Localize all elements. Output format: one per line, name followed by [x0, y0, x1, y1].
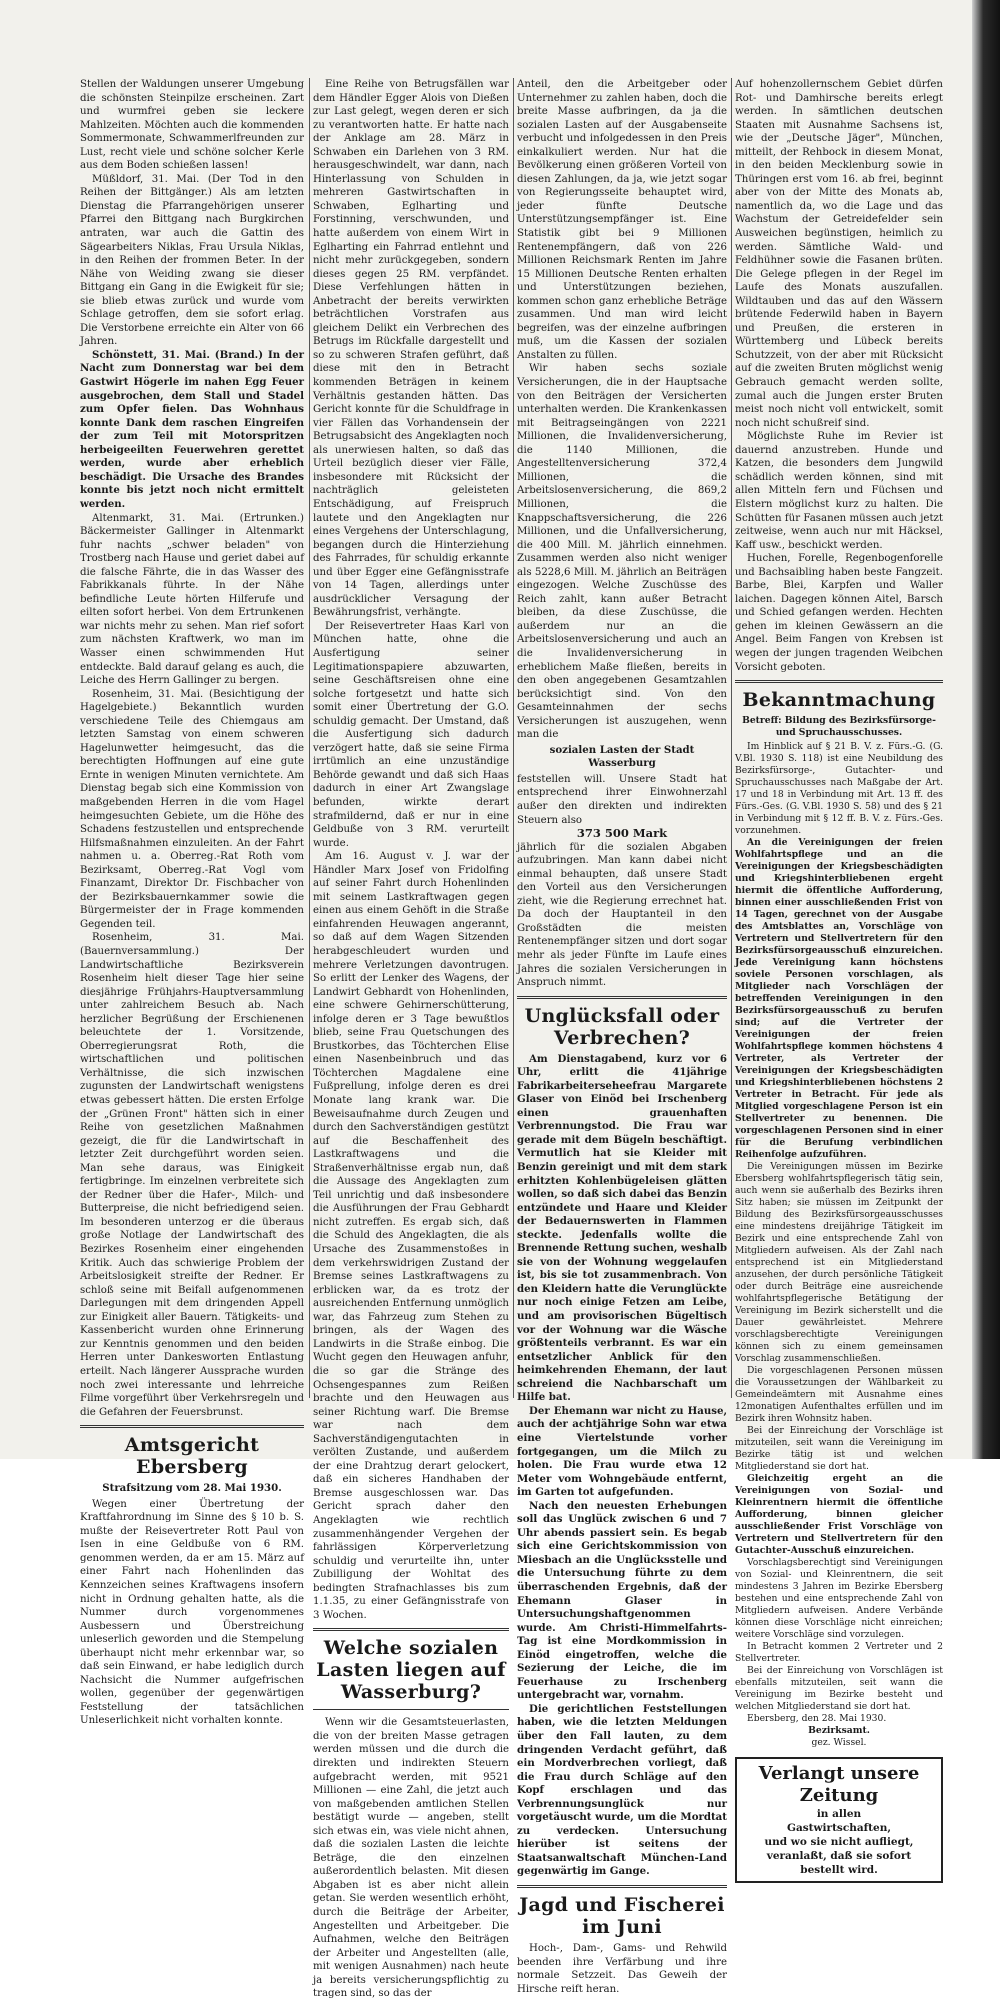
- headline-jagd: Jagd und Fischerei im Juni: [519, 1894, 725, 1938]
- article-jagd-cont: Auf hohenzollernschem Gebiet dürfen Rot- und Damhirsche bereits erlegt werden. In sämtlichen deutschen Staaten mit Ausnahme Sachsens ist, wie der „Deutsche Jäger", München, mitteilt, der Rehbock in diesem Monat, in den beiden Mecklenburg sowie in Thüringen erst vom 16. ab frei, beginnt aber von der Mitte des Monats ab, namentlich da, wo die Lage und das Wachstum der Getreidefelder sein Ausweichen begünstigen, heimlich zu werden. Sämtliche Wald- und Feldhühner sowie die Fasanen brüten. Die Gelege pflegen in der Regel im Laufe des Monats auszufallen. Wildtauben und das auf den Wässern brütende Federwild haben in Bayern und Preußen, die ersteren in Württemberg und Lübeck bereits Schutzzeit, von der aber mit Rücksicht auf die zweiten Bruten möglichst wenig Gebrauch gemacht werden sollte, zumal auch die Jungen erster Bruten meist noch nicht voll entwickelt, somit noch nicht schußreif sind.: [735, 79, 943, 429]
- article-glaser-1: Am Dienstagabend, kurz vor 6 Uhr, erlitt die 41jährige Fabrikarbeiterseheefrau Margarete Glaser von Einöd bei Irschenberg einen grauenhaften Verbrennungstod. Die Frau war gerade mit dem Bügeln beschäftigt. Vermutlich hat sie Kleider mit Benzin gereinigt und mit dem stark erhitzten Kohlenbügeleisen glätten wollen, so daß sich dabei das Benzin entzündete und Haare und Kleider der Bedauernswerten in Flammen steckte. Jedenfalls wollte die Brennende Rettung suchen, weshalb sie von der Wohnung weggelaufen ist, bis sie tot zusammenbrach. Von den Kleidern hatte die Verunglückte nur noch einige Fetzen am Leibe, und am provisorischen Bügeltisch vor der Wohnung war die Wäsche größtenteils verbrannt. Es war ein entsetzlicher Anblick für den heimkehrenden Ehemann, der laut schreiend die Nachbarschaft um Hilfe bat.: [517, 1052, 727, 1404]
- article-social-insurances: Wir haben sechs soziale Versicherungen, die in der Hauptsache von den Beiträgen der Versicherten unterhalten werden. Die Krankenkassen mit Beitragseingängen von 2221 Millionen, die Invalidenversicherung, die 1140 Millionen, die Angestelltenversicherung 372,4 Millionen, die Arbeitslosenversicherung, die 869,2 Millionen, die Knappschaftsversicherung, die 226 Millionen, und die Unfallversicherung, die 400 Mill. M. jährlich einnehmen. Zusammen werden also nicht weniger als 5228,6 Mill. M. jährlich an Beiträgen eingezogen. Welche Zuschüsse des Reich zahlt, kann außer Betracht bleiben, da diese Zuschüsse, die außerdem nur an die Arbeitslosenversicherung und auch an die Invalidenversicherung in erheblichem Maße fließen, bereits in den oben angegebenen Gesamtzahlen berücksichtigt sind. Von den Gesamteinnahmen der sechs Versicherungen ist auszugehen, wenn man die: [517, 363, 727, 741]
- notice-para-8: In Betracht kommen 2 Vertreter und 2 Stellvertreter.: [735, 1641, 943, 1665]
- ad-line-2: Gastwirtschaften,: [786, 1822, 892, 1835]
- column-separator: [513, 78, 514, 1398]
- notice-para-7: Vorschlagsberechtigt sind Vereinigungen von Sozial- und Kleinrentnern, die seit mindestens 3 Jahren im Bezirke Ebersberg bestehen und eine entsprechende Zahl von Mitgliedern aufweisen. Andere Verbände können diese Vorschläge nicht einreichen; weitere Vorschläge sind vorzulegen.: [735, 1557, 943, 1641]
- article-court-marx: Am 16. August v. J. war der Händler Marx Josef von Fridolfing auf seiner Fahrt durch Hohenlinden mit seinem Lastkraftwagen gegen einen aus einem Gehöft in die Straße einfahrenden Heuwagen angerannt, so daß auf dem Wagen Sitzenden herabgeschleudert wurden und mehrere Verletzungen davontrugen. So erlitt der Lenker des Wagens, der Landwirt Gebhardt von Hohenlinden, eine schwere Gehirnerschütterung, infolge deren er 3 Tage bewußtlos blieb, seine Frau Quetschungen des Brustkorbes, das Töchterchen Elise einen Nasenbeinbruch und das Töchterchen Magdalene eine Fußprellung, infolge deren es drei Monate lang krank war. Die Beweisaufnahme durch Zeugen und durch den Sachverständigen gestützt auf die Beschaffenheit des Lastkraftwagens und die Straßenverhältnisse ergab nun, daß die Aussage des Angeklagten zum Teil unrichtig und daß insbesondere die Ausführungen der Frau Gebhardt nicht zutreffen. Es ergab sich, daß die Schuld des Angeklagten, die als Ursache des Zusammenstoßes in dem verkehrswidrigen Zustand der Bremse seines Lastkraftwagens zu erblicken war, da es trotz der ausreichenden Entfernung unmöglich war, das Fahrzeug zum Stehen zu bringen, als der Wagen des Landwirts in die Straße einbog. Die Wucht gegen den Heuwagen anfuhr, die so gar die Stränge des Ochsengespannes zum Reißen brachte und den Heuwagen aus seiner Richtung warf. Die Bremse war nach dem Sachverständigengutachten in verölten Zustande, und außerdem der eine Drahtzug derart gelockert, daß ein sicheres Handhaben der Bremse ausgeschlossen war. Das Gericht sprach daher den Angeklagten wie rechtlich zusammenhängender Vergehen der fahrlässigen Körperverletzung schuldig und verurteilte ihn, unter Zubilligung der Wohltat des bedingten Strafnachlasses bis zum 1.1.35, zu einer Gefängnisstrafe von 3 Wochen.: [313, 851, 509, 1621]
- article-court-egger: Eine Reihe von Betrugsfällen war dem Händler Egger Alois von Dießen zur Last gelegt, wegen deren er sich zu verantworten hatte. Er hatte nach der Anklage am 28. März in Schwaben ein Darlehen von 3 RM. herausgeschwindelt, war dann, nach Hinterlassung von Schulden in mehreren Gastwirtschaften in Schwaben, Eglharting und Forstinning, verschwunden, und hatte außerdem von einem Wirt in Eglharting ein Fahrrad entlehnt und nicht mehr zurückgegeben, sondern dieses gegen 25 RM. verpfändet. Diese Verfehlungen hätten in Anbetracht der bereits verwirkten beträchtlichen Vorstrafen aus gleichem Delikt ein Verbrechen des Betrugs im Rückfalle dargestellt und so zu schweren Strafen geführt, daß diese mit den in Betracht kommenden Beträgen in keinem Verhältnis gestanden hätten. Das Gericht konnte für die Schuldfrage in vier Fällen das Vorhandensein der Betrugsabsicht des Angeklagten noch als unerwiesen halten, so daß das Urteil bezüglich dieser vier Fälle, insbesondere mit Rücksicht der nachträglich geleisteten Entschädigung, auf Freispruch lautete und den Angeklagten nur eines Vergehens der Unterschlagung, begangen durch die Hinterziehung des Fahrrades, für schuldig erkannte und über Egger eine Gefängnisstrafe von 14 Tagen, allerdings unter ausdrücklicher Versagung der Bewährungsfrist, verhängte.: [313, 79, 509, 619]
- section-divider: [517, 996, 727, 999]
- column-separator: [731, 78, 732, 1398]
- notice-para-9: Bei der Einreichung von Vorschlägen ist ebenfalls mitzuteilen, seit wann die Vereinigung im Bezirke besteht und welchen Mitgliederstand sie dort hat.: [735, 1665, 943, 1713]
- notice-para-2: An die Vereinigungen der freien Wohlfahrtspflege und an die Vereinigungen der Kriegsbeschädigten und Kriegshinterbliebenen ergeht hiermit die öffentliche Aufforderung, binnen einer ausschließenden Frist von 14 Tagen, gerechnet von der Ausgabe des Amtsblattes an, Vorschläge von Vertretern und Stellvertretern für den Bezirksfürsorgeausschuß einzureichen. Jede Vereinigung kann höchstens soviele Personen vorschlagen, als Mitglieder nach Vorschlägen der betreffenden Vereinigungen in den Bezirksfürsorgeausschuß zu berufen sind; auf die Vertreter der Vereinigungen der freien Wohlfahrtspflege kommen höchstens 4 Vertreter, als Vertreter der Vereinigungen der Kriegsbeschädigten und Kriegshinterbliebenen höchstens 2 Vertreter in Betracht. Für jede als Mitglied vorgeschlagene Person ist ein Stellvertreter zu benennen. Die vorgeschlagenen Personen sind in einer für die Berufung verbindlichen Reihenfolge aufzuführen.: [735, 837, 943, 1161]
- section-divider: [313, 1628, 509, 1631]
- notice-para-4: Die vorgeschlagenen Personen müssen die Voraussetzungen der Wählbarkeit zu Gemeindeämtern mit Ausnahme eines 12monatigen Aufenthaltes erfüllen und im Bezirk ihren Wohnsitz haben.: [735, 1365, 943, 1425]
- notice-sign-name: gez. Wissel.: [811, 1737, 867, 1749]
- article-jagd-start: Hoch-, Dam-, Gams- und Rehwild beenden ihre Verfärbung und ihre normale Setzzeit. Das Geweih der Hirsche reift heran.: [517, 1943, 727, 1995]
- headline-rule: [313, 1709, 509, 1710]
- notice-para-3: Die Vereinigungen müssen im Bezirke Ebersberg wohlfahrtspflegerisch tätig sein, auch wenn sie außerhalb des Bezirks ihren Sitz haben; sie müssen im Zeitpunkt der Bildung des Bezirksfürsorgeausschusses eine mindestens dreijährige Tätigkeit im Bezirk und eine entsprechende Zahl von Mitgliedern aufweisen. Als der Zahl nach entsprechend ist ein Mitgliederstand anzusehen, der durch persönliche Tätigkeit oder durch Beiträge eine ausreichende wohlfahrtspflegerische Betätigung der Vereinigung im Bezirk sicherstellt und die Dauer gewährleistet. Mehrere vorschlagsberechtigte Vereinigungen können sich zu einem gemeinsamen Vorschlag zusammenschließen.: [735, 1161, 943, 1365]
- headline-amtsgericht: Amtsgericht Ebersberg: [124, 1434, 260, 1479]
- amount-mark: 373 500 Mark: [576, 826, 668, 841]
- article-mushrooms-end: Stellen der Waldungen unserer Umgebung die schönsten Steinpilze erscheinen. Zart und wurmfrei geben sie leckere Mahlzeiten. Möchten auch die kommenden Sommermonate, Schwammerlfreunden zur Lust, recht viele und schöne solcher Kerle aus dem Boden schießen lassen!: [80, 79, 304, 172]
- article-glaser-4: Die gerichtlichen Feststellungen haben, wie die letzten Meldungen über den Fall lauten, zu dem dringenden Verdacht geführt, daß ein Mordverbrechen vorliegt, daß die Frau durch Schläge auf den Kopf erschlagen und das Verbrennungsunglück nur vorgetäuscht wurde, um die Mordtat zu verdecken. Untersuchung hierüber ist seitens der Staatsanwaltschaft München-Land gegenwärtig im Gange.: [517, 1702, 727, 1878]
- headline-bekanntmachung: Bekanntmachung: [742, 689, 936, 712]
- article-glaser-3: Nach den neuesten Erhebungen soll das Unglück zwischen 6 und 7 Uhr abends passiert sein. Es begab sich eine Gerichtskommission von Miesbach an die Unglücksstelle und die Untersuchung führte zu dem überraschenden Ergebnis, daß der Ehemann Glaser in Untersuchungshaftgenommen wurde. Am Christi-Himmelfahrts-Tag ist eine Mordkommission in Einöd eingetroffen, welche die Sezierung der Leiche, die im Feuerhause zu Irschenberg untergebracht war, vornahm.: [517, 1499, 727, 1702]
- ad-line-1: in allen: [816, 1808, 862, 1821]
- notice-sign-office: Bezirksamt.: [808, 1725, 870, 1737]
- section-divider: [517, 1885, 727, 1888]
- article-glaser-2: Der Ehemann war nicht zu Hause, auch der achtjährige Sohn war etwa eine Viertelstunde vorher fortgegangen, um die Milch zu holen. Die Frau wurde etwa 12 Meter vom Wohngebäude entfernt, im Garten tot aufgefunden.: [517, 1404, 727, 1499]
- article-social-burden-cont: Anteil, den die Arbeitgeber oder Unternehmer zu zahlen haben, doch die breite Masse aufbringen, da ja die sozialen Lasten auf der Ausgabenseite verbucht und infolgedessen in den Preis einkalkuliert werden. Nur hat die Bevölkerung einen größeren Vorteil von diesen Zahlungen, da ja, wie jetzt sogar von Regierungsseite behauptet wird, jeder fünfte Deutsche Unterstützungsempfänger ist. Eine Statistik gibt bei 9 Millionen Rentenempfängern, daß von 226 Millionen Reichsmark Renten im Jahre 15 Millionen Deutsche Renten erhalten und Unterstützungen beziehen, kommen schon ganz erhebliche Beträge zusammen. Und man wird leicht begreifen, was der einzelne aufbringen muß, um die Kassen der sozialen Anstalten zu füllen.: [517, 79, 727, 361]
- article-altenmarkt: Altenmarkt, 31. Mai. (Ertrunken.) Bäckermeister Gallinger in Altenmarkt fuhr nachts „schwer beladen" von Trostberg nach Hause und geriet dabei auf die falsche Fährte, die in das Wasser des Fabrikkanals führte. In der Nähe befindliche Leute hörten Hilferufe und eilten sofort herbei. Von dem Ertrunkenen war nichts mehr zu sehen. Man rief sofort zum nächsten Kraftwerk, wo man im Wasser einen schwimmenden Hut entdeckte. Bald darauf gelang es auch, die Leiche des Herrn Gallinger zu bergen.: [80, 512, 304, 687]
- ad-line-4: veranlaßt, daß sie sofort bestellt wird.: [766, 1850, 912, 1877]
- subscription-ad: [735, 1757, 943, 1883]
- article-wasserburg-end: jährlich für die sozialen Abgaben aufzubringen. Man kann dabei nicht einmal behaupten, daß unsere Stadt den Vorteil aus den Versicherungen zieht, wie die Regierung errechnet hat. Da doch der Hauptanteil in den Großstädten die meisten Rentenempfänger sitzen und dort sogar mehr als jeder Fünfte im Laufe eines Jahres die sozialen Versicherungen in Anspruch nimmt.: [517, 841, 727, 989]
- ad-line-3: und wo sie nicht aufliegt,: [764, 1836, 914, 1849]
- column-1: [80, 78, 304, 1727]
- section-divider: [735, 680, 943, 683]
- column-4: [735, 78, 943, 1877]
- article-schoenstett-fire: Schönstett, 31. Mai. (Brand.) In der Nacht zum Donnerstag war bei dem Gastwirt Högerle im nahen Egg Feuer ausgebrochen, dem Stall und Stadel zum Opfer fielen. Das Wohnhaus konnte Dank dem raschen Eingreifen der zum Teil mit Motorspritzen herbeigeeilten Feuerwehren gerettet werden, wurde aber erheblich beschädigt. Die Ursache des Brandes konnte bis jetzt noch nicht ermittelt werden.: [80, 348, 304, 510]
- subhead-strafsitzung: Strafsitzung vom 28. Mai 1930.: [102, 1482, 282, 1495]
- subhead-betreff: Betreff: Bildung des Bezirksfürsorge- und Spruchausschusses.: [742, 715, 936, 739]
- ad-title: Verlangt unsere Zeitung: [758, 1763, 920, 1807]
- article-wasserburg-share: feststellen will. Unsere Stadt hat entsprechend ihrer Einwohnerzahl außer den direkten und indirekten Steuern also: [517, 773, 727, 826]
- column-2: [313, 78, 509, 2000]
- notice-sign-place: Ebersberg, den 28. Mai 1930.: [747, 1713, 887, 1725]
- notice-para-6: Gleichzeitig ergeht an die Vereinigungen von Sozial- und Kleinrentnern hiermit die öffentliche Aufforderung, binnen gleicher ausschließender Frist Vorschläge von Vertretern und Stellvertretern für den Gutachter-Ausschuß einzureichen.: [735, 1473, 943, 1557]
- article-court-rott: Wegen einer Übertretung der Kraftfahrordnung im Sinne des § 10 b. S. mußte der Reisevertreter Rott Paul von Isen in eine Geldbuße von 6 RM. genommen werden, da er am 15. März auf einer Fahrt nach Hohenlinden das Kennzeichen seines Kraftwagens insofern nicht in Ordnung gehalten hatte, als die Nummer durch vorgenommenes Ausbessern und Überstreichung unleserlich geworden und die Stempelung überhaupt nicht mehr erkennbar war, so daß sein Einwand, er habe lediglich durch Nachsicht die Nummer aufgefrischen wollen, gegenüber der gegenwärtigen Feststellung der tatsächlichen Unleserlichkeit nicht vorhalten konnte.: [80, 1498, 304, 1727]
- column-3: [517, 78, 727, 1995]
- article-jagd-ruhe: Möglichste Ruhe im Revier ist dauernd anzustreben. Hunde und Katzen, die besonders dem Jungwild schädlich werden können, sind mit allen Mitteln fern und Füchsen und Elstern möglichst kurz zu halten. Die Schütten für Fasanen müssen auch jetzt zeitweise, wenn auch nur mit Häcksel, Kaff usw., beschickt werden.: [735, 431, 943, 551]
- section-divider: [80, 1425, 304, 1428]
- notice-para-1: Im Hinblick auf § 21 B. V. z. Fürs.-G. (G. V.Bl. 1930 S. 118) ist eine Neubildung des Bezirksfürsorge-, Gutachter- und Spruchausschusses nach Maßgabe der Art. 17 und 18 in Verbindung mit Art. 13 ff. des Fürs.-Ges. (G. V.Bl. 1930 S. 58) und des § 21 in Verbindung mit § 12 ff. B. V. z. Fürs.-Ges. vorzunehmen.: [735, 741, 943, 837]
- article-social-burden-start: Wenn wir die Gesamtsteuerlasten, die von der breiten Masse getragen werden müssen und die durch die direkten und indirekten Steuern aufgebracht werden, mit 9521 Millionen — eine Zahl, die jetzt auch von maßgebenden amtlichen Stellen bestätigt wurde — angeben, stellt sich etwas ein, was viele nicht ahnen, daß die sozialen Lasten die leichte Beträge, die den einzelnen außerordentlich belasten. Mit diesen Abgaben ist es aber nicht allein getan. Sie werden wesentlich erhöht, durch die Beiträge der Arbeiter, Angestellten und Arbeitgeber. Die Aufnahmen, welche den Beiträgen der Arbeiter und Angestellten (alle, mit wenigen Ausnahmen) nach heute ja bereits versicherungspflichtig zu tragen sind, so das der: [313, 1717, 509, 2000]
- subhead-stadt-wasserburg: sozialen Lasten der Stadt Wasserburg: [549, 743, 695, 770]
- article-muessldorf: Müßldorf, 31. Mai. (Der Tod in den Reihen der Bittgänger.) Als am letzten Dienstag die Pfarrangehörigen unserer Pfarrei den Bittgang nach Burgkirchen antraten, war auch die Gattin des Sägearbeiters Niklas, Frau Ursula Niklas, in den Reihen der frommen Beter. In der Nähe von Weiding zwang sie dieser Bittgang ein Gang in die Ewigkeit für sie; sie blieb etwas zurück und wurde vom Schlage getroffen, dem sie sofort erlag. Die Verstorbene erreichte ein Alter von 66 Jahren.: [80, 173, 304, 348]
- article-rosenheim-farmers: Rosenheim, 31. Mai. (Bauernversammlung.) Der Landwirtschaftliche Bezirksverein Rosenheim hielt dieser Tage hier seine diesjährige Frühjahrs-Hauptversammlung unter zahlreichem Besuch ab. Nach herzlicher Begrüßung der Erschienenen beleuchtete der 1. Vorsitzende, Oberregierungsrat Roth, die wirtschaftlichen und politischen Verhältnisse, die sich inzwischen zugunsten der Landwirtschaft wenigstens etwas gebessert hätten. Die ersten Erfolge der „Grünen Front" hätten sich in einer Reihe von gesetzlichen Maßnahmen gezeigt, die für die Landwirtschaft in letzter Zeit durchgeführt worden seien. Man sehe daraus, was Einigkeit fertigbringe. Im einzelnen verbreitete sich der Redner über die Hafer-, Milch- und Butterpreise, die nicht befriedigend seien. Im besonderen unterzog er die überaus große Notlage der Landwirtschaft des Bezirkes Rosenheim einer eingehenden Kritik. Auch das schwierige Problem der Arbeitslosigkeit streifte der Redner. Er schloß seine mit Beifall aufgenommenen Darlegungen mit dem dringenden Appell zur Einigkeit aller Bauern. Tätigkeits- und Kassenbericht wurden ohne Erinnerung zur Kenntnis genommen und den beiden Herren unter Dankesworten Entlastung erteilt. Nach längerer Aussprache wurden noch zwei interessante und lehrreiche Filme vorgeführt über Verkehrsregeln und die Gefahren der Feuersbrunst.: [80, 932, 304, 1418]
- article-rosenheim-hail: Rosenheim, 31. Mai. (Besichtigung der Hagelgebiete.) Bekanntlich wurden verschiedene Teile des Chiemgaus am letzten Samstag von einem schweren Hagelunwetter heimgesucht, das die berechtigten Hoffnungen auf eine gute Ernte in wenigen Minuten vernichtete. Am Dienstag begab sich eine Kommission von maßgebenden Herren in die vom Hagel heimgesuchten Gebiete, um die Höhe des Schadens festzustellen und entsprechende Hilfsmaßnahmen einzuleiten. An der Fahrt nahmen u. a. Oberreg.-Rat Roth vom Bezirksamt, Oberreg.-Rat Vogl vom Finanzamt, Direktor Dr. Fischbacher von der Bezirksbauernkammer sowie die Bürgermeister der in Frage kommenden Gegenden teil.: [80, 688, 304, 930]
- article-fischerei: Huchen, Forelle, Regenbogenforelle und Bachsaibling haben beste Fangzeit. Barbe, Blei, Karpfen und Waller laichen. Dagegen können Aitel, Barsch und Schied gefangen werden. Hechten gehen im kleinen Gewässern an die Angel. Beim Fangen von Krebsen ist wegen der jungen tragenden Weibchen Vorsicht geboten.: [735, 553, 943, 673]
- headline-unglueck: Unglücksfall oder Verbrechen?: [524, 1004, 720, 1049]
- page-edge-shadow: [972, 0, 1000, 1459]
- notice-para-5: Bei der Einreichung der Vorschläge ist mitzuteilen, seit wann die Vereinigung im Bezirke tätig ist und welchen Mitgliederstand sie dort hat.: [735, 1425, 943, 1473]
- column-separator: [309, 78, 310, 1398]
- headline-soziale-lasten: Welche sozialen Lasten liegen auf Wasserburg?: [316, 1637, 506, 1704]
- article-court-haas: Der Reisevertreter Haas Karl von München hatte, ohne die Ausfertigung seiner Legitimationspapiere abzuwarten, seine Geschäftsreisen ohne eine solche fortgesetzt und hatte sich somit einer Übertretung der G.O. schuldig gemacht. Der Umstand, daß die Ausfertigung sich dadurch verzögert hatte, daß sie seine Firma irrtümlich an eine unzuständige Behörde gewandt und daß sich Haas dadurch in einer Art Zwangslage befunden, wirkte derart strafmildernd, daß er nur in eine Geldbuße von 3 RM. verurteilt wurde.: [313, 620, 509, 849]
